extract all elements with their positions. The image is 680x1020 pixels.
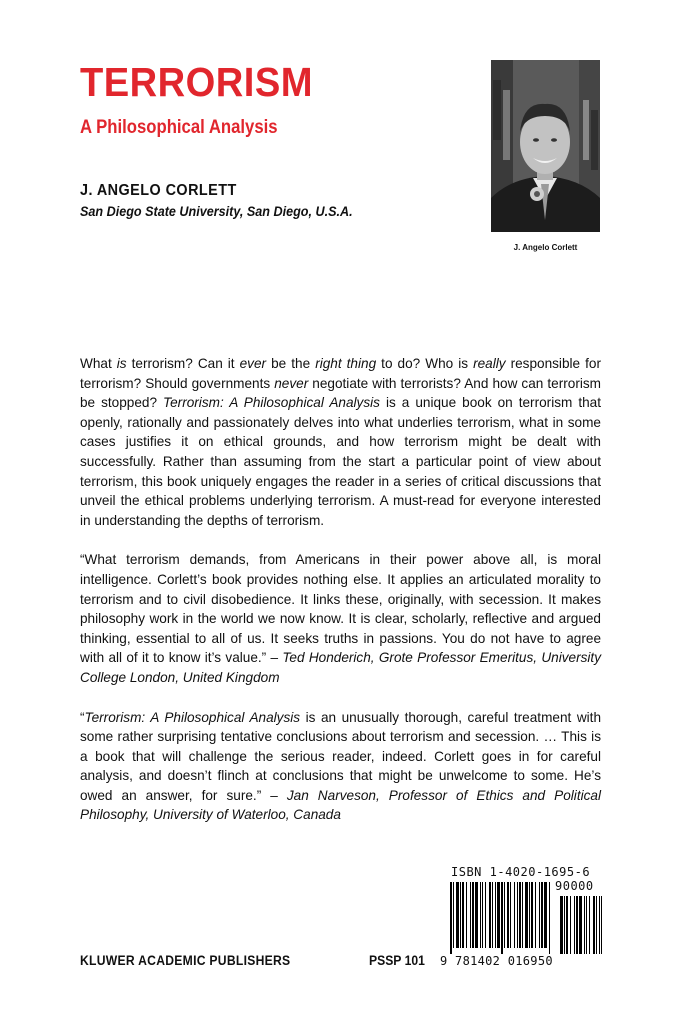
isbn-label: ISBN 1-4020-1695-6 bbox=[451, 865, 591, 879]
series-code: PSSP 101 bbox=[369, 953, 425, 968]
ean-number: 9 781402 016950 bbox=[440, 954, 553, 968]
book-subtitle: A Philosophical Analysis bbox=[80, 117, 278, 138]
author-photo bbox=[491, 60, 600, 232]
author-affiliation: San Diego State University, San Diego, U.S.A. bbox=[80, 203, 353, 219]
price-code: 90000 bbox=[555, 879, 594, 893]
author-portrait-image bbox=[491, 60, 600, 232]
photo-caption: J. Angelo Corlett bbox=[513, 243, 578, 252]
author-name: J. ANGELO CORLETT bbox=[80, 182, 237, 199]
book-title: TERRORISM bbox=[80, 59, 313, 105]
review-quote-honderich: “What terrorism demands, from Americans in their power above all, is moral intelligence. Corlett’s book provides nothing else. It applies an articulated morality to terrorism and to civil disobedience. It links these, originally, with secession. It makes philosophy work in the world we now know. It is clear, scholarly, reflective and argued thinking, essential to all of us. It seeks truths in passions. You do not have to agree with all of it to know it’s value.” – Ted Honderich, Grote Professor Emeritus, University College London, United Kingdom bbox=[80, 552, 601, 685]
publisher-name: KLUWER ACADEMIC PUBLISHERS bbox=[80, 953, 291, 968]
description-paragraph: What is terrorism? Can it ever be the right thing to do? Who is really responsible for terrorism? Should governments never negotiate with terrorists? And how can terrorism be stopped? Terrorism: A Philosophical Analysis is a unique book on terrorism that openly, rationally and passionately delves into what underlies terrorism, what in some cases justifies it on ethical grounds, and how terrorism might be dealt with successfully. Rather than assuming from the start a particular point of view about terrorism, this book uniquely engages the reader in a series of critical discussions that unveil the ethical problems underlying terrorism. A must-read for everyone interested in understanding the depths of terrorism. bbox=[80, 356, 602, 528]
review-quote-narveson: “Terrorism: A Philosophical Analysis is an unusually thorough, careful treatment with some rather surprising tentative conclusions about terrorism and secession. … This is a book that will challenge the serious reader, indeed. Corlett goes in for careful analysis, and doesn’t flinch at conclusions that might be unwelcome to some. He’s owed an answer, for sure.” – Jan Narveson, Professor of Ethics and Political Philosophy, University of Waterloo, Canada bbox=[80, 709, 601, 823]
back-cover-text bbox=[80, 354, 601, 845]
